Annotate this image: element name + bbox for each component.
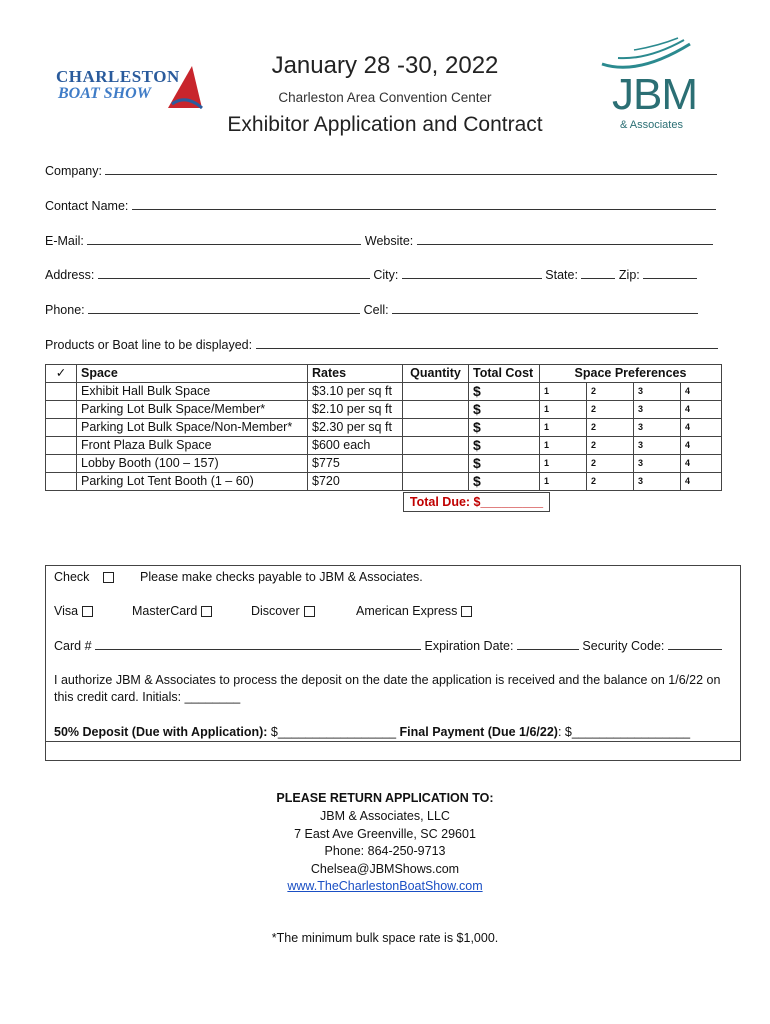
- event-venue: Charleston Area Convention Center: [278, 90, 492, 105]
- row-preference-3[interactable]: 3: [634, 437, 681, 455]
- check-checkbox[interactable]: [103, 572, 114, 583]
- cell-field[interactable]: [392, 302, 698, 314]
- row-quantity[interactable]: [403, 473, 469, 491]
- row-total-cost[interactable]: $: [469, 455, 540, 473]
- table-row: [46, 401, 722, 419]
- row-space: Lobby Booth (100 – 157): [77, 455, 308, 473]
- space-header: Space: [77, 365, 308, 383]
- check-option[interactable]: [54, 570, 114, 584]
- row-quantity[interactable]: [403, 419, 469, 437]
- row-space: Parking Lot Bulk Space/Non-Member*: [77, 419, 308, 437]
- row-preference-2[interactable]: 2: [587, 401, 634, 419]
- row-preference-4[interactable]: 4: [681, 401, 722, 419]
- row-total-cost[interactable]: $: [469, 437, 540, 455]
- email-row: [45, 233, 713, 248]
- row-preference-3[interactable]: 3: [634, 455, 681, 473]
- email-label: E-Mail:: [45, 234, 84, 248]
- row-preference-4[interactable]: 4: [681, 473, 722, 491]
- row-check-cell[interactable]: [46, 419, 77, 437]
- row-preference-3[interactable]: 3: [634, 401, 681, 419]
- return-heading: PLEASE RETURN APPLICATION TO:: [276, 791, 494, 805]
- security-code-field[interactable]: [668, 638, 722, 650]
- row-check-cell[interactable]: [46, 383, 77, 401]
- row-preference-1[interactable]: 1: [540, 455, 587, 473]
- row-check-cell[interactable]: [46, 473, 77, 491]
- website-field[interactable]: [417, 233, 713, 245]
- row-total-cost[interactable]: $: [469, 473, 540, 491]
- space-table: [45, 364, 722, 491]
- row-rate: $3.10 per sq ft: [308, 383, 403, 401]
- card-number-field[interactable]: [95, 638, 421, 650]
- row-preference-3[interactable]: 3: [634, 419, 681, 437]
- expiration-label: Expiration Date:: [424, 639, 514, 653]
- row-rate: $2.30 per sq ft: [308, 419, 403, 437]
- payment-box: [45, 565, 741, 761]
- company-field[interactable]: [105, 163, 717, 175]
- event-date: January 28 -30, 2022: [271, 52, 499, 79]
- row-preference-1[interactable]: 1: [540, 437, 587, 455]
- contact-row: [45, 198, 716, 213]
- check-column-header: ✓: [46, 365, 77, 383]
- row-check-cell[interactable]: [46, 437, 77, 455]
- row-rate: $720: [308, 473, 403, 491]
- visa-label: Visa: [54, 604, 79, 618]
- visa-checkbox[interactable]: [82, 606, 93, 617]
- table-header-row: [46, 365, 722, 383]
- row-space: Parking Lot Bulk Space/Member*: [77, 401, 308, 419]
- row-preference-1[interactable]: 1: [540, 419, 587, 437]
- row-preference-2[interactable]: 2: [587, 437, 634, 455]
- row-preference-2[interactable]: 2: [587, 383, 634, 401]
- contact-name-label: Contact Name:: [45, 199, 129, 213]
- row-quantity[interactable]: [403, 383, 469, 401]
- email-field[interactable]: [87, 233, 361, 245]
- row-preference-2[interactable]: 2: [587, 455, 634, 473]
- row-check-cell[interactable]: [46, 401, 77, 419]
- table-row: [46, 383, 722, 401]
- row-space: Exhibit Hall Bulk Space: [77, 383, 308, 401]
- table-row: [46, 419, 722, 437]
- amex-option[interactable]: [356, 604, 472, 618]
- logo-text-jbm: JBM: [612, 70, 697, 119]
- total-due[interactable]: Total Due: $_________: [403, 492, 550, 512]
- row-preference-4[interactable]: 4: [681, 383, 722, 401]
- address-label: Address:: [45, 268, 95, 282]
- row-quantity[interactable]: [403, 455, 469, 473]
- row-check-cell[interactable]: [46, 455, 77, 473]
- mastercard-label: MasterCard: [132, 604, 198, 618]
- phone-label: Phone:: [45, 303, 85, 317]
- discover-checkbox[interactable]: [304, 606, 315, 617]
- logo-text-boat-show: BOAT SHOW: [58, 85, 151, 102]
- security-code-label: Security Code:: [582, 639, 665, 653]
- row-space: Front Plaza Bulk Space: [77, 437, 308, 455]
- authorization-line-1: I authorize JBM & Associates to process the deposit on the date the application is received and the balance on 1/6/22 on: [54, 673, 721, 687]
- payment-divider: [46, 741, 740, 742]
- phone-row: [45, 302, 698, 317]
- mastercard-option[interactable]: [132, 604, 212, 618]
- final-payment-label: Final Payment (Due 1/6/22): [399, 725, 558, 739]
- logo-text-charleston: CHARLESTON: [56, 67, 180, 86]
- footnote: *The minimum bulk space rate is $1,000.: [271, 931, 499, 945]
- mastercard-checkbox[interactable]: [201, 606, 212, 617]
- cell-label: Cell:: [363, 303, 389, 317]
- phone-field[interactable]: [88, 302, 360, 314]
- products-field[interactable]: [256, 337, 718, 349]
- row-rate: $2.10 per sq ft: [308, 401, 403, 419]
- table-row: [46, 455, 722, 473]
- website-label: Website:: [364, 234, 414, 248]
- deposit-field[interactable]: $_________________: [270, 725, 397, 739]
- row-preference-4[interactable]: 4: [681, 419, 722, 437]
- city-field[interactable]: [402, 267, 542, 279]
- row-preference-2[interactable]: 2: [587, 419, 634, 437]
- row-space: Parking Lot Tent Booth (1 – 60): [77, 473, 308, 491]
- deposit-label: 50% Deposit (Due with Application):: [54, 725, 268, 739]
- company-label: Company:: [45, 164, 102, 178]
- discover-label: Discover: [251, 604, 300, 618]
- row-total-cost[interactable]: $: [469, 401, 540, 419]
- return-email: Chelsea@JBMShows.com: [310, 862, 460, 876]
- return-website-row: [0, 878, 770, 896]
- products-row: [45, 337, 718, 352]
- row-preference-4[interactable]: 4: [681, 455, 722, 473]
- row-preference-2[interactable]: 2: [587, 473, 634, 491]
- expiration-field[interactable]: [517, 638, 579, 650]
- payment-amounts: [54, 725, 690, 739]
- state-label: State:: [545, 268, 578, 282]
- row-preference-1[interactable]: 1: [540, 401, 587, 419]
- card-number-label: Card #: [54, 639, 92, 653]
- row-rate: $775: [308, 455, 403, 473]
- form-title: Exhibitor Application and Contract: [227, 113, 543, 136]
- table-row: [46, 437, 722, 455]
- zip-field[interactable]: [643, 267, 697, 279]
- address-field[interactable]: [98, 267, 370, 279]
- contact-name-field[interactable]: [132, 198, 716, 210]
- address-row: [45, 267, 697, 282]
- rates-header: Rates: [308, 365, 403, 383]
- card-row: [54, 638, 722, 653]
- discover-option[interactable]: [251, 604, 315, 618]
- space-preferences-header: Space Preferences: [540, 365, 722, 383]
- table-row: [46, 473, 722, 491]
- quantity-header: Quantity: [403, 365, 469, 383]
- state-field[interactable]: [581, 267, 615, 279]
- row-quantity[interactable]: [403, 437, 469, 455]
- return-address: 7 East Ave Greenville, SC 29601: [294, 827, 476, 841]
- row-rate: $600 each: [308, 437, 403, 455]
- row-preference-3[interactable]: 3: [634, 383, 681, 401]
- row-quantity[interactable]: [403, 401, 469, 419]
- amex-checkbox[interactable]: [461, 606, 472, 617]
- row-preference-4[interactable]: 4: [681, 437, 722, 455]
- row-total-cost[interactable]: $: [469, 419, 540, 437]
- return-phone: Phone: 864-250-9713: [324, 844, 446, 858]
- row-preference-1[interactable]: 1: [540, 473, 587, 491]
- check-note: Please make checks payable to JBM & Associates.: [140, 570, 423, 584]
- amex-label: American Express: [356, 604, 458, 618]
- check-label: Check: [54, 570, 90, 584]
- city-label: City:: [373, 268, 399, 282]
- return-company: JBM & Associates, LLC: [320, 809, 450, 823]
- final-payment-field[interactable]: : $_________________: [557, 725, 691, 739]
- visa-option[interactable]: [54, 604, 93, 618]
- authorization-line-2: this credit card. Initials: ________: [54, 690, 241, 704]
- zip-label: Zip:: [618, 268, 640, 282]
- row-preference-3[interactable]: 3: [634, 473, 681, 491]
- products-label: Products or Boat line to be displayed:: [45, 338, 253, 352]
- row-total-cost[interactable]: $: [469, 383, 540, 401]
- jbm-associates-logo: [598, 36, 698, 136]
- company-row: [45, 163, 717, 178]
- logo-text-associates: & Associates: [620, 119, 683, 131]
- row-preference-1[interactable]: 1: [540, 383, 587, 401]
- total-cost-header: Total Cost: [469, 365, 540, 383]
- website-link[interactable]: www.TheCharlestonBoatShow.com: [287, 879, 483, 893]
